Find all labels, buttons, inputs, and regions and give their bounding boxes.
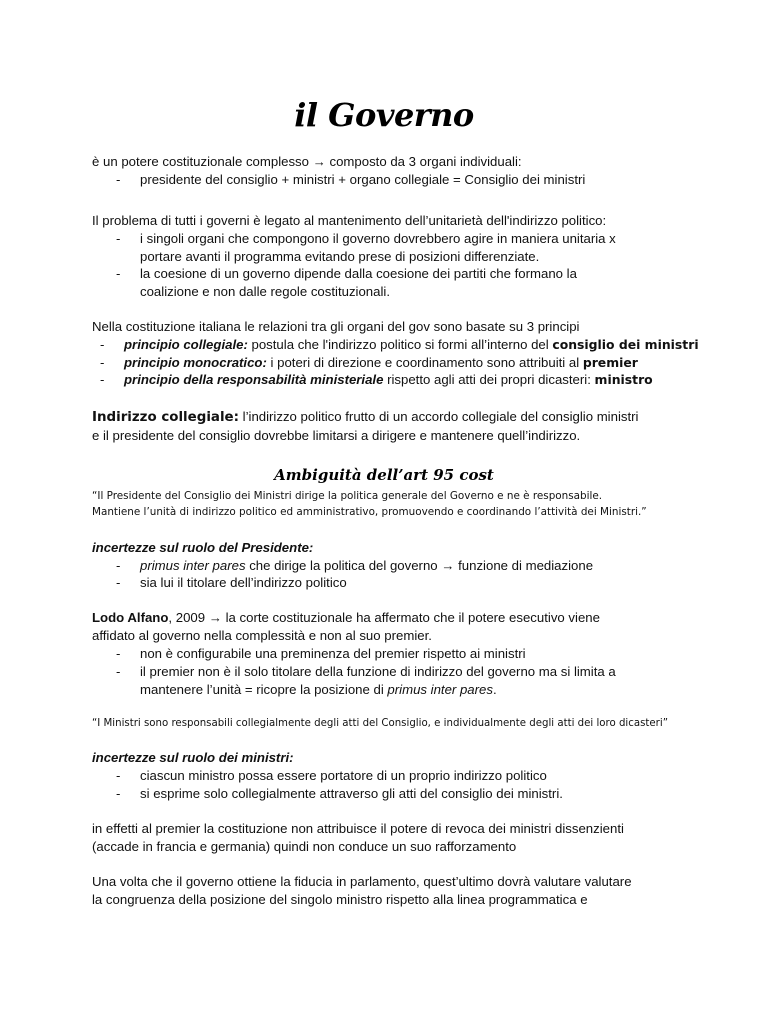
ministri-bullet-2: si esprime solo collegialmente attraverso gli atti del consiglio dei ministri. [140, 786, 563, 801]
indirizzo-text: l’indirizzo politico frutto di un accordo collegiale del consiglio ministri [238, 409, 639, 424]
bullet-dash: - [116, 231, 121, 246]
italic-term: primus inter pares [140, 558, 246, 573]
problem-bullet-2-line-2: coalizione e non dalle regole costituzionali. [140, 284, 390, 299]
fiducia-line-1: Una volta che il governo ottiene la fiducia in parlamento, quest’ultimo dovrà valutare valutare [92, 874, 632, 889]
lodo-line-1 [92, 609, 600, 627]
bullet-text: . [492, 682, 497, 697]
problem-bullet-1-line-1: i singoli organi che compongono il governo dovrebbero agire in maniera unitaria x [140, 231, 616, 246]
principle-bold: premier [582, 355, 638, 370]
problem-bullet-2-line-1: la coesione di un governo dipende dalla coesione dei partiti che formano la [140, 266, 577, 281]
principle-monocratico [124, 354, 638, 372]
bullet-dash: - [100, 337, 105, 352]
effetti-line-1: in effetti al premier la costituzione non attribuisce il potere di revoca dei ministri dissenzienti [92, 821, 624, 836]
problem-line: Il problema di tutti i governi è legato al mantenimento dell’unitarietà dell'indirizzo politico: [92, 213, 607, 228]
bullet-dash: - [116, 558, 121, 573]
bullet-dash: - [116, 172, 121, 187]
principles-line: Nella costituzione italiana le relazioni tra gli organi del gov sono basate su 3 principi [92, 319, 580, 334]
bullet-dash: - [116, 768, 121, 783]
problem-bullet-1-line-2: portare avanti il programma evitando prese di posizioni differenziate. [140, 249, 540, 264]
lodo-bullet-1: non è configurabile una preminenza del premier rispetto ai ministri [140, 646, 526, 661]
principle-text: postula che l'indirizzo politico si formi all’interno del [247, 337, 553, 352]
bullet-dash: - [100, 372, 105, 387]
presidente-bullet-1 [140, 557, 593, 575]
principle-label: principio monocratico: [124, 355, 267, 370]
quote-line-1: “Il Presidente del Consiglio dei Ministri dirige la politica generale del Governo e ne è responsabile. [92, 490, 603, 502]
principle-bold: ministro [594, 372, 653, 387]
bullet-dash: - [116, 266, 121, 281]
principle-bold: consiglio dei ministri [552, 337, 699, 352]
presidente-heading: incertezze sul ruolo del Presidente: [92, 540, 314, 555]
bullet-text: che dirige la politica del governo → funzione di mediazione [245, 558, 594, 573]
page-title: il Governo [294, 96, 474, 134]
principle-responsabilita [124, 371, 653, 389]
fiducia-line-2: la congruenza della posizione del singolo ministro rispetto alla linea programmatica e [92, 892, 588, 907]
principle-label: principio collegiale: [124, 337, 248, 352]
lodo-bullet-2-line-2 [140, 681, 497, 699]
lodo-line-2: affidato al governo nella complessità e non al suo premier. [92, 628, 432, 643]
lodo-text: , 2009 → la corte costituzionale ha affermato che il potere esecutivo viene [168, 610, 600, 625]
principle-label: principio della responsabilità ministeriale [124, 372, 384, 387]
bullet-text: mantenere l’unità = ricopre la posizione di [140, 682, 388, 697]
principle-text: rispetto agli atti dei propri dicasteri: [383, 372, 595, 387]
principle-collegiale [124, 336, 699, 354]
indirizzo-line-2: e il presidente del consiglio dovrebbe limitarsi a dirigere e mantenere quell’indirizzo. [92, 428, 581, 443]
italic-term: primus inter pares [387, 682, 493, 697]
lodo-label: Lodo Alfano [92, 610, 169, 625]
effetti-line-2: (accade in francia e germania) quindi non conduce un suo rafforzamento [92, 839, 517, 854]
intro-bullet: presidente del consiglio + ministri + organo collegiale = Consiglio dei ministri [140, 172, 586, 187]
bullet-dash: - [116, 786, 121, 801]
ministri-bullet-1: ciascun ministro possa essere portatore di un proprio indirizzo politico [140, 768, 547, 783]
presidente-bullet-2: sia lui il titolare dell’indirizzo politico [140, 575, 347, 590]
bullet-dash: - [116, 646, 121, 661]
intro-line: è un potere costituzionale complesso → composto da 3 organi individuali: [92, 154, 522, 169]
ministri-heading: incertezze sul ruolo dei ministri: [92, 750, 294, 765]
principle-text: i poteri di direzione e coordinamento sono attribuiti al [266, 355, 583, 370]
quote-line-2: Mantiene l’unità di indirizzo politico ed amministrativo, promuovendo e coordinando l’attività dei Ministri.” [92, 506, 647, 518]
bullet-dash: - [116, 575, 121, 590]
section-heading: Ambiguità dell’art 95 cost [274, 466, 494, 484]
indirizzo-label: Indirizzo collegiale: [92, 410, 239, 425]
bullet-dash: - [100, 355, 105, 370]
bullet-dash: - [116, 664, 121, 679]
quote-ministri: “I Ministri sono responsabili collegialmente degli atti del Consiglio, e individualmente degli atti dei loro dicasteri” [92, 718, 668, 729]
lodo-bullet-2-line-1: il premier non è il solo titolare della funzione di indirizzo del governo ma si limita a [140, 664, 616, 679]
indirizzo-line-1 [92, 408, 638, 427]
